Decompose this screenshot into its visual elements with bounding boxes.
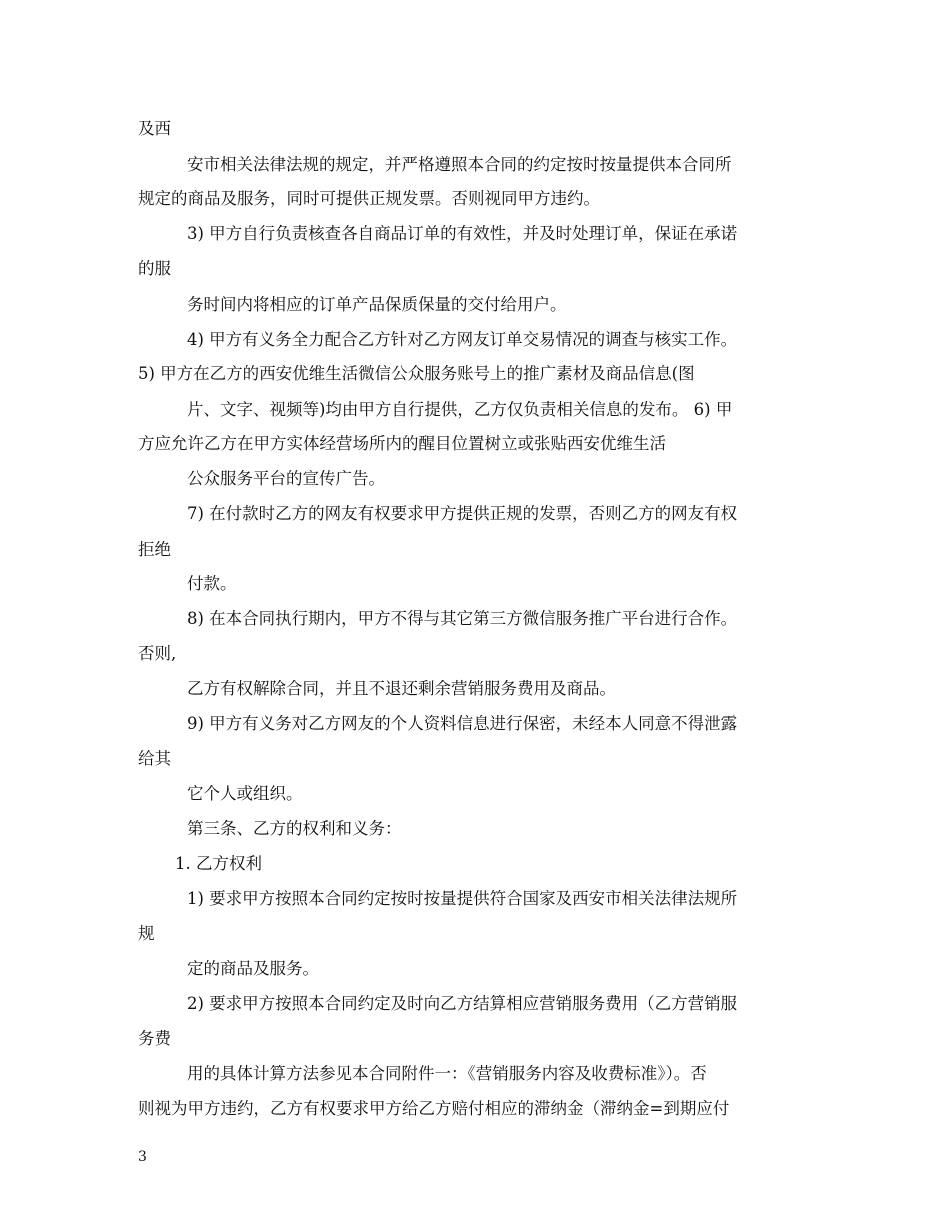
text-line: 规	[138, 924, 155, 943]
text-line: 规定的商品及服务，同时可提供正规发票。否则视同甲方违约。	[138, 189, 600, 208]
text-line: 1. 乙方权利	[175, 854, 262, 873]
text-line: 片、文字、视频等)均由甲方自行提供，乙方仅负责相关信息的发布。 6) 甲	[187, 400, 733, 419]
text-line: 务时间内将相应的订单产品保质保量的交付给用户。	[187, 295, 567, 314]
text-line: 8) 在本合同执行期内，甲方不得与其它第三方微信服务推广平台进行合作。	[187, 609, 738, 628]
text-line: 它个人或组织。	[187, 784, 303, 803]
text-line: 3) 甲方自行负责核查各自商品订单的有效性，并及时处理订单，保证在承诺	[187, 224, 738, 243]
page-number: 3	[138, 1149, 147, 1165]
text-line: 7) 在付款时乙方的网友有权要求甲方提供正规的发票，否则乙方的网友有权	[187, 504, 738, 523]
text-line: 安市相关法律法规的规定，并严格遵照本合同的约定按时按量提供本合同所	[187, 155, 732, 174]
text-line: 5) 甲方在乙方的西安优维生活微信公众服务账号上的推广素材及商品信息(图	[138, 364, 695, 383]
text-line: 4) 甲方有义务全力配合乙方针对乙方网友订单交易情况的调查与核实工作。	[187, 330, 738, 349]
text-line: 用的具体计算方法参见本合同附件一：《营销服务内容及收费标准》）。否	[187, 1064, 707, 1083]
text-line: 给其	[138, 749, 171, 768]
text-line: 9) 甲方有义务对乙方网友的个人资料信息进行保密，未经本人同意不得泄露	[187, 714, 738, 733]
text-line: 方应允许乙方在甲方实体经营场所内的醒目位置树立或张贴西安优维生活	[138, 434, 666, 453]
text-line: 的服	[138, 259, 171, 278]
text-line: 务费	[138, 1029, 171, 1048]
text-line: 2) 要求甲方按照本合同约定及时向乙方结算相应营销服务费用（乙方营销服	[187, 994, 738, 1013]
text-line: 拒绝	[138, 540, 171, 559]
text-line: 公众服务平台的宣传广告。	[187, 469, 385, 488]
text-line: 付款。	[187, 574, 237, 593]
text-line: 1) 要求甲方按照本合同约定按时按量提供符合国家及西安市相关法律法规所	[187, 889, 738, 908]
text-line: 乙方有权解除合同，并且不退还剩余营销服务费用及商品。	[187, 679, 616, 698]
text-line: 则视为甲方违约，乙方有权要求甲方给乙方赔付相应的滞纳金（滞纳金=到期应付	[138, 1099, 730, 1118]
text-line: 否则,	[138, 644, 177, 663]
text-line: 定的商品及服务。	[187, 959, 319, 978]
text-line: 第三条、乙方的权利和义务：	[187, 819, 402, 838]
text-line: 及西	[138, 119, 171, 138]
